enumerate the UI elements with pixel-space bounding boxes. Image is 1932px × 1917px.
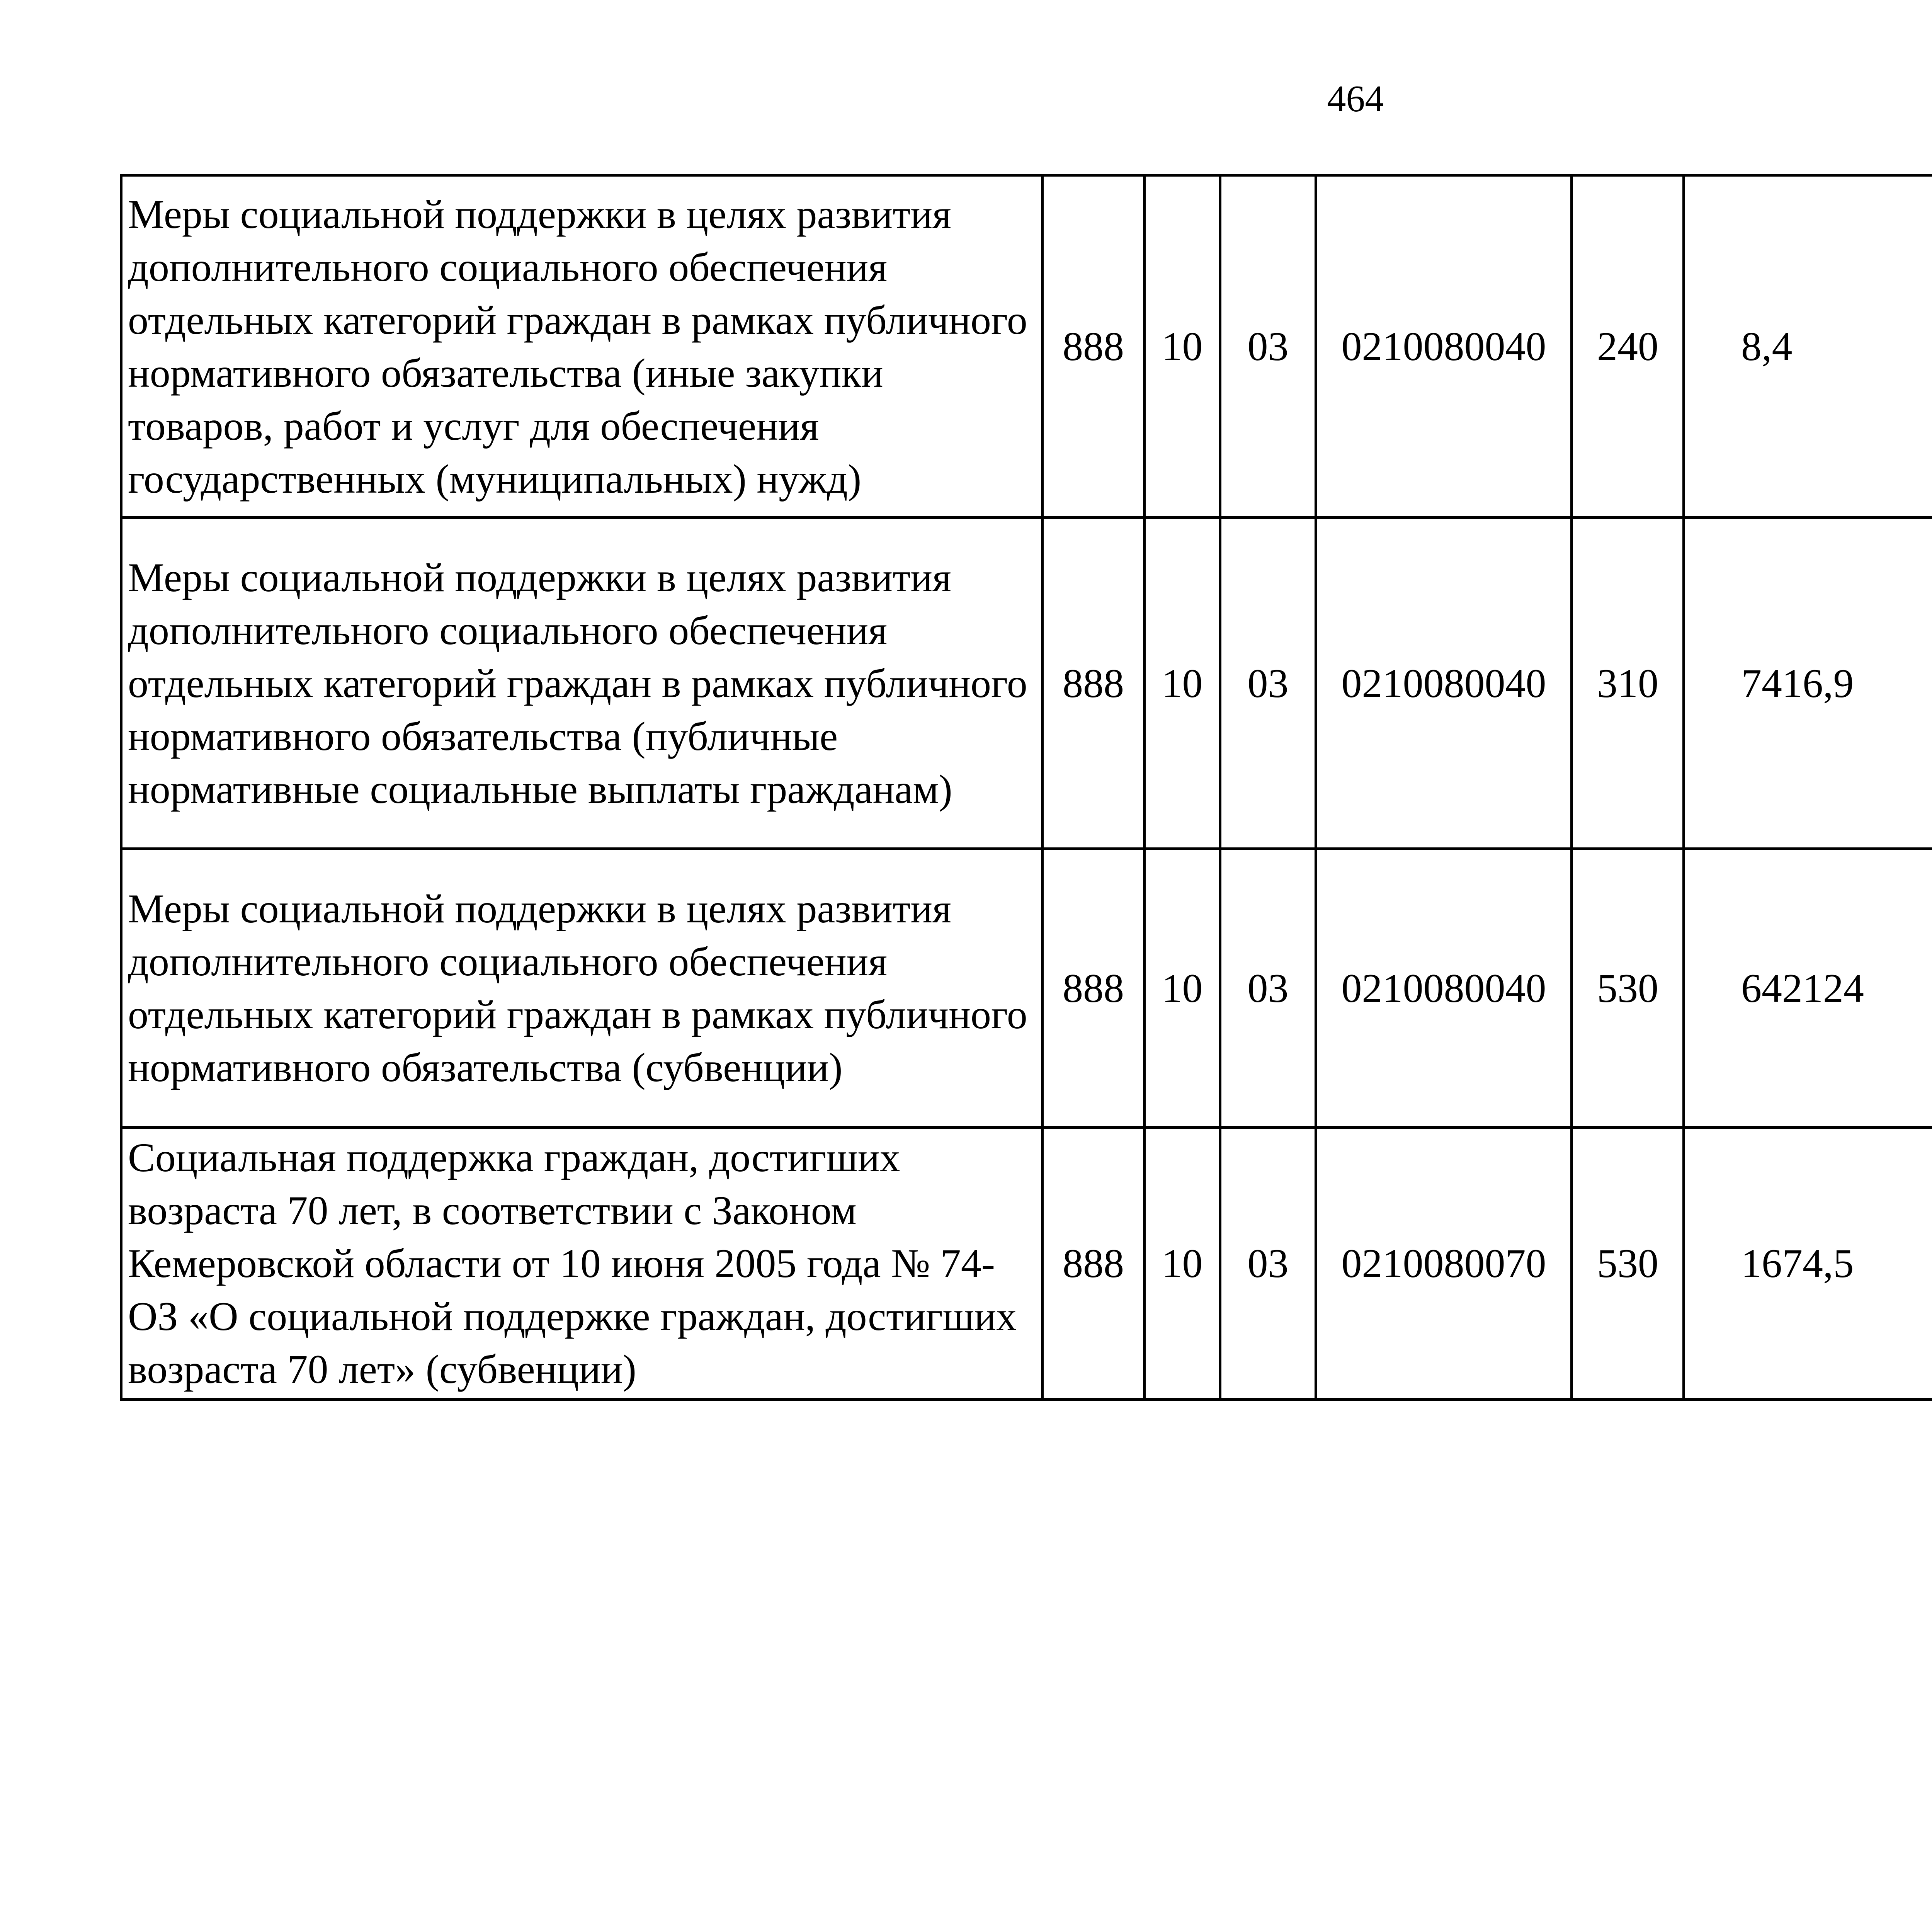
row-description: Меры социальной поддержки в целях развития дополнительного социального обеспечения отдельных категорий граждан в рамках публичного нормативного обязательства (публичные нормативные социальные выплаты гражданам) xyxy=(121,518,1043,849)
ministry-code: 888 xyxy=(1043,1128,1145,1400)
table-row xyxy=(121,849,1932,1128)
row-description: Меры социальной поддержки в целях развития дополнительного социального обеспечения отдельных категорий граждан в рамках публичного нормативного обязательства (субвенции) xyxy=(121,849,1043,1128)
amount-1: 7416,9 xyxy=(1684,518,1932,849)
subsection-code: 03 xyxy=(1220,175,1316,518)
target-article-code: 0210080070 xyxy=(1316,1128,1572,1400)
section-code: 10 xyxy=(1145,849,1220,1128)
subsection-code: 03 xyxy=(1220,518,1316,849)
amount-1: 642124 xyxy=(1684,849,1932,1128)
table-row xyxy=(121,175,1932,518)
row-description: Меры социальной поддержки в целях развития дополнительного социального обеспечения отдельных категорий граждан в рамках публичного нормативного обязательства (иные закупки товаров, работ и услуг для обеспечения государственных (муниципальных) нужд) xyxy=(121,175,1043,518)
page-number: 464 xyxy=(1327,78,1384,120)
subsection-code: 03 xyxy=(1220,1128,1316,1400)
target-article-code: 0210080040 xyxy=(1316,175,1572,518)
ministry-code: 888 xyxy=(1043,175,1145,518)
expense-type-code: 240 xyxy=(1572,175,1684,518)
target-article-code: 0210080040 xyxy=(1316,849,1572,1128)
ministry-code: 888 xyxy=(1043,518,1145,849)
table-row xyxy=(121,1128,1932,1400)
expense-type-code: 310 xyxy=(1572,518,1684,849)
subsection-code: 03 xyxy=(1220,849,1316,1128)
table-row xyxy=(121,518,1932,849)
section-code: 10 xyxy=(1145,175,1220,518)
target-article-code: 0210080040 xyxy=(1316,518,1572,849)
amount-1: 8,4 xyxy=(1684,175,1932,518)
section-code: 10 xyxy=(1145,518,1220,849)
amount-1: 1674,5 xyxy=(1684,1128,1932,1400)
ministry-code: 888 xyxy=(1043,849,1145,1128)
budget-table xyxy=(120,174,1932,1401)
expense-type-code: 530 xyxy=(1572,849,1684,1128)
section-code: 10 xyxy=(1145,1128,1220,1400)
expense-type-code: 530 xyxy=(1572,1128,1684,1400)
row-description: Социальная поддержка граждан, достигших возраста 70 лет, в соответствии с Законом Кемеровской области от 10 июня 2005 года № 74-ОЗ «О социальной поддержке граждан, достигших возраста 70 лет» (субвенции) xyxy=(121,1128,1043,1400)
